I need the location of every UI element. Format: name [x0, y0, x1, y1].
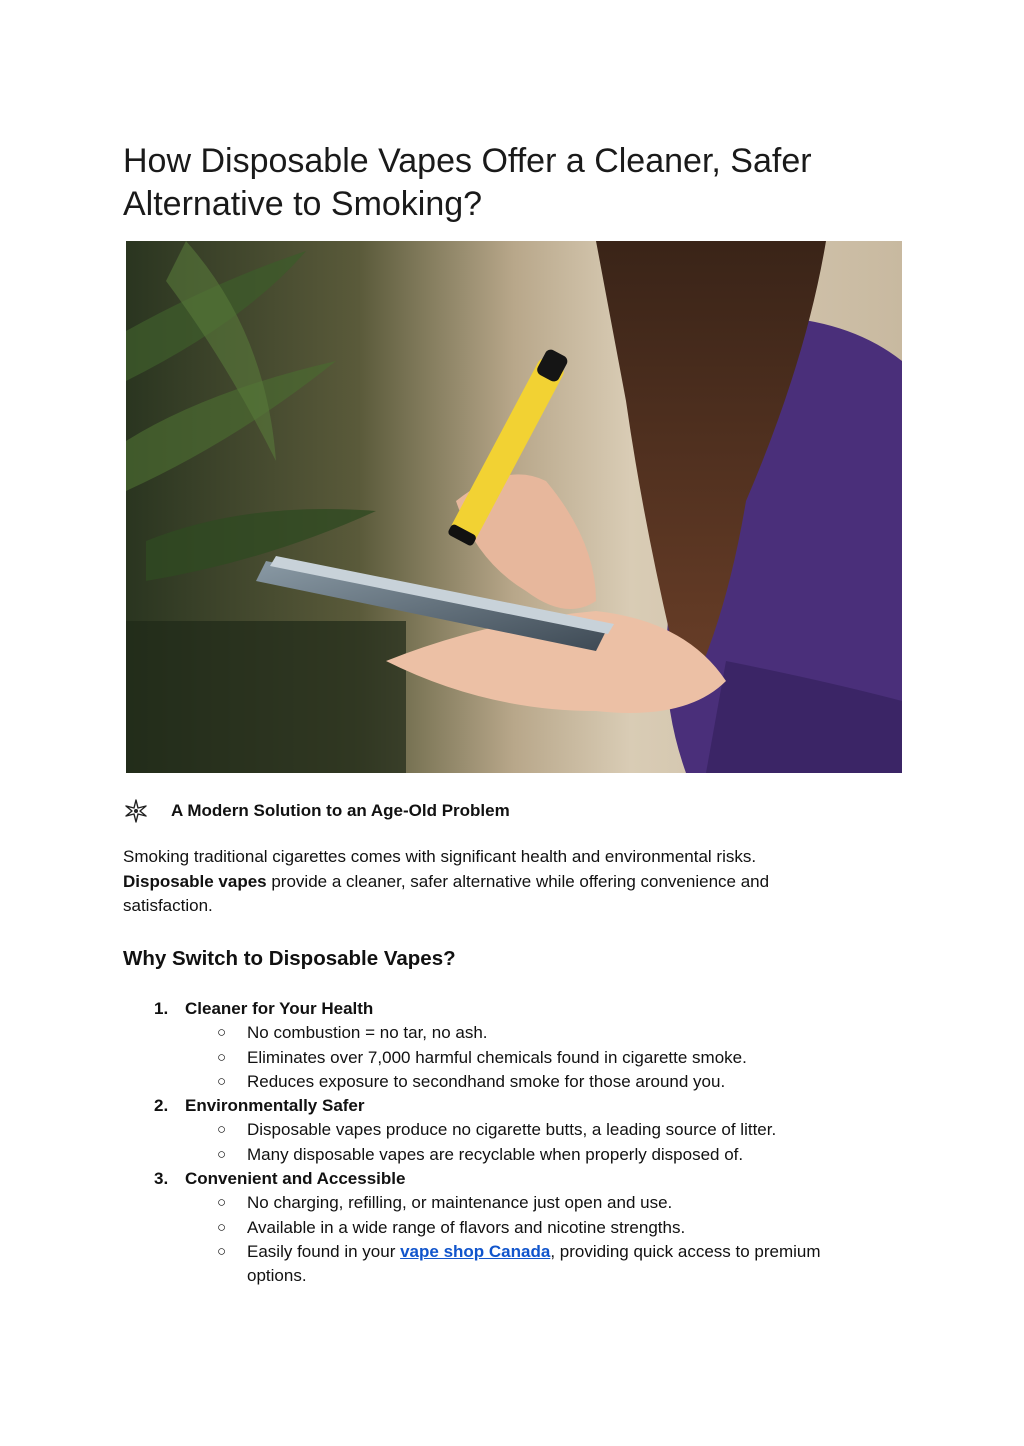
list-number: 3. [154, 1169, 169, 1189]
list-item [123, 997, 913, 1094]
list-item [123, 1094, 913, 1167]
bullet-icon: ○ [217, 1242, 227, 1260]
sub-list-text: No charging, refilling, or maintenance just open and use. [247, 1193, 673, 1213]
sub-list-text: Many disposable vapes are recyclable when properly disposed of. [247, 1144, 744, 1164]
bullet-icon: ○ [217, 1145, 227, 1163]
intro-paragraph [123, 845, 883, 919]
bullet-icon: ○ [217, 1024, 227, 1042]
sub-list [185, 1191, 913, 1288]
sub-list-item [185, 1191, 913, 1215]
section-heading: A Modern Solution to an Age-Old Problem [171, 801, 510, 820]
sub-list-item [185, 1143, 913, 1167]
sub-list-text: Reduces exposure to secondhand smoke for those around you. [247, 1071, 726, 1091]
bullet-icon: ○ [217, 1218, 227, 1236]
section-title: Why Switch to Disposable Vapes? [123, 947, 456, 970]
bullet-icon: ○ [217, 1121, 227, 1139]
list-number: 2. [154, 1096, 169, 1116]
sub-list-text: options. [247, 1266, 307, 1286]
title-line-2: Alternative to Smoking? [123, 185, 483, 223]
bullet-icon: ○ [217, 1048, 227, 1066]
list-number: 1. [154, 999, 169, 1018]
intro-line-3: satisfaction. [123, 896, 213, 915]
vape-shop-canada-link[interactable]: vape shop Canada [400, 1241, 551, 1261]
sub-list [185, 1118, 913, 1167]
sub-list-item [185, 1021, 913, 1045]
sub-list-text: Easily found in your [247, 1241, 401, 1261]
list-item [123, 1167, 913, 1288]
bullet-icon: ○ [217, 1072, 227, 1090]
sub-list-text: , providing quick access to premium [550, 1241, 821, 1261]
sub-list-text: Available in a wide range of flavors and nicotine strengths. [247, 1217, 686, 1237]
sub-list-text: No combustion = no tar, no ash. [247, 1023, 488, 1043]
sub-list-item [185, 1118, 913, 1142]
sub-list-item [185, 1240, 913, 1289]
benefits-list [123, 997, 913, 1289]
section-heading-row [123, 798, 510, 824]
intro-line-1: Smoking traditional cigarettes comes with significant health and environmental risks. [123, 847, 757, 866]
title-line-1: How Disposable Vapes Offer a Cleaner, Safer [123, 142, 812, 180]
sub-list-text: Disposable vapes produce no cigarette butts, a leading source of litter. [247, 1120, 777, 1140]
sub-list-text: Eliminates over 7,000 harmful chemicals found in cigarette smoke. [247, 1047, 747, 1067]
list-item-heading: Environmentally Safer [185, 1096, 365, 1116]
list-item-heading: Convenient and Accessible [185, 1169, 406, 1189]
hero-image [126, 241, 902, 773]
sub-list-item [185, 1070, 913, 1094]
sub-list [185, 1021, 913, 1094]
intro-line-2: provide a cleaner, safer alternative while offering convenience and [266, 871, 770, 891]
bullet-icon: ○ [217, 1194, 227, 1212]
intro-bold-term: Disposable vapes [123, 871, 267, 891]
sub-list-item [185, 1046, 913, 1070]
sparkle-icon [123, 798, 149, 824]
list-item-heading: Cleaner for Your Health [185, 999, 374, 1018]
page-title [123, 140, 903, 226]
sub-list-item [185, 1216, 913, 1240]
